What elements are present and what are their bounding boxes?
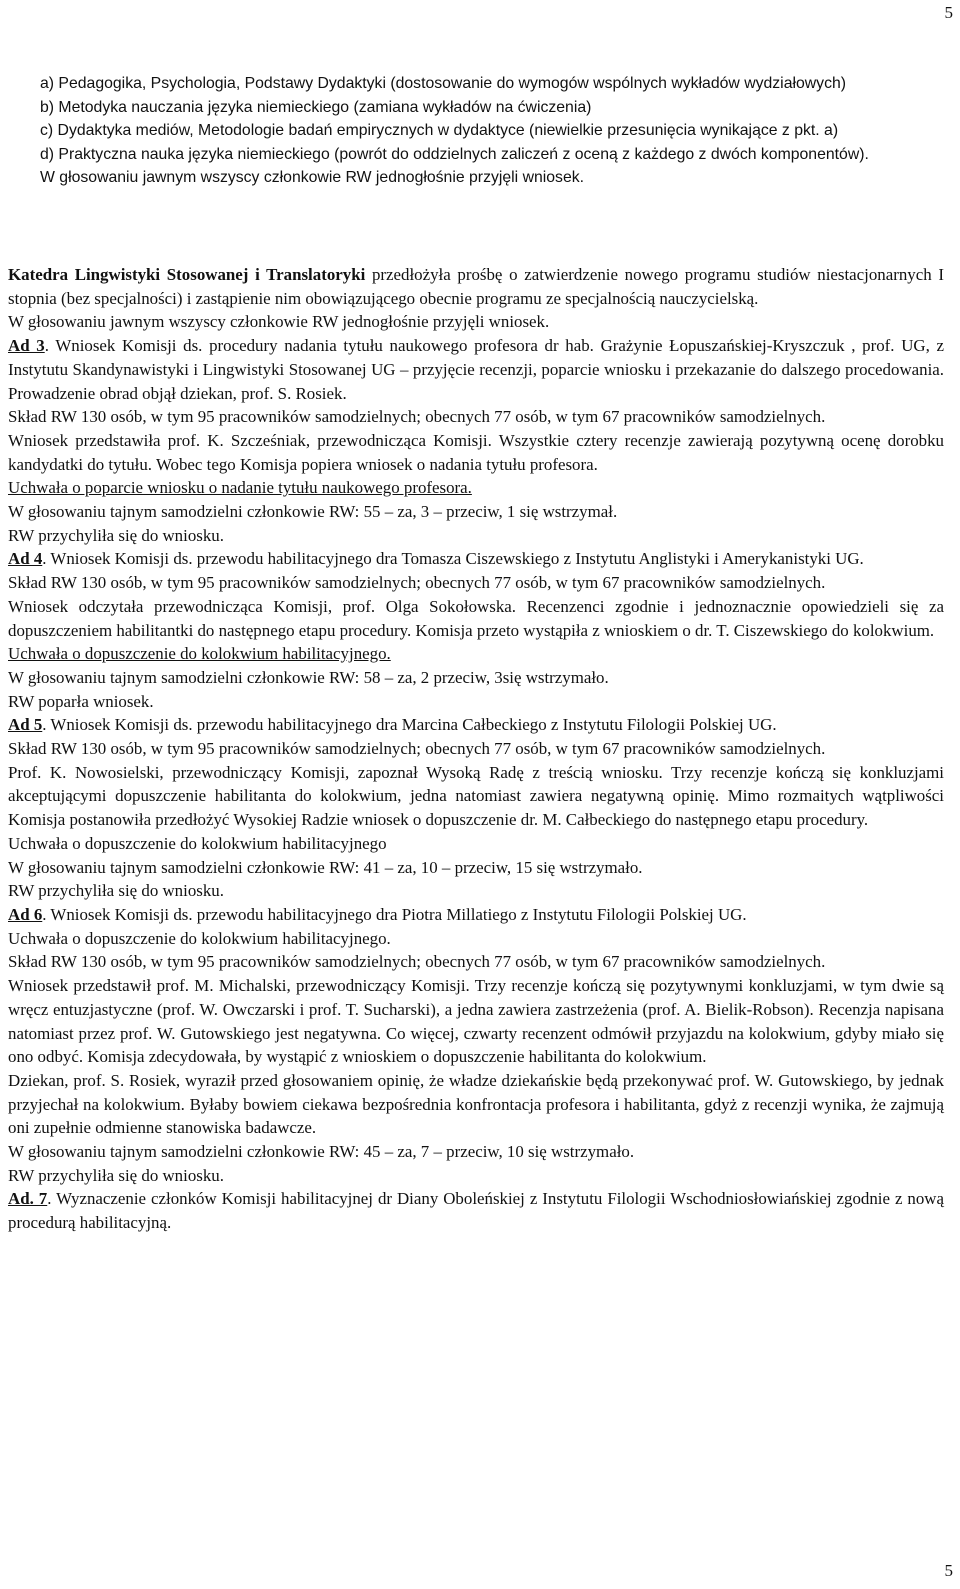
ad5-composition: Skład RW 130 osób, w tym 95 pracowników samodzielnych; obecnych 77 osób, w tym 67 pracowników samodzielnych. — [8, 739, 826, 759]
ad4-body: Wniosek odczytała przewodnicząca Komisji, prof. Olga Sokołowska. Recenzenci zgodnie i jednoznacznie opowiedzieli się za dopuszczeniem habilitantki do następnego etapu procedury. Komisja przeto wystąpiła z wnioskiem o dr. T. Ciszewskiego do kolokwium. — [8, 596, 944, 640]
ad3-resolution: Uchwała o poparcie wniosku o nadanie tytułu naukowego profesora. — [8, 478, 472, 498]
katedra-text: przedłożyła prośbę o zatwierdzenie nowego programu studiów niestacjonarnych I stopnia (bez specjalności) i zastąpienie nim obowiązującego obecnie programu ze specjalnością nauczycielską. — [8, 265, 944, 308]
vote-open: W głosowaniu jawnym wszyscy członkowie RW jednogłośnie przyjęli wniosek. — [8, 312, 550, 332]
ad4-outcome: RW poparła wniosek. — [8, 691, 154, 711]
ad3-text: . Wniosek Komisji ds. procedury nadania tytułu naukowego profesora dr hab. Grażynie Łopuszańskiej-Kryszczuk , prof. UG, z Instytutu Skandynawistyki i Lingwistyki Stosowanej UG – przyjęcie recenzji, poparcie wniosku i przekazanie do dalszego procedowania. Prowadzenie obrad objął dziekan, prof. S. Rosiek. — [8, 336, 944, 403]
ad6-vote: W głosowaniu tajnym samodzielni członkowie RW: 45 – za, 7 – przeciw, 10 się wstrzymało. — [8, 1142, 635, 1162]
ad4-label: Ad 4 — [8, 549, 43, 569]
ad5-outcome: RW przychyliła się do wniosku. — [8, 881, 224, 901]
ad4-composition: Skład RW 130 osób, w tym 95 pracowników samodzielnych; obecnych 77 osób, w tym 67 pracowników samodzielnych. — [8, 573, 826, 593]
ad7-label: Ad. 7 — [8, 1189, 48, 1209]
ad5-vote: W głosowaniu tajnym samodzielni członkowie RW: 41 – za, 10 – przeciw, 15 się wstrzymało. — [8, 857, 643, 877]
list-item-c: c) Dydaktyka mediów, Metodologie badań empirycznych w dydaktyce (niewielkie przesunięcia wynikające z pkt. a) — [40, 122, 839, 139]
ad7-text: . Wyznaczenie członków Komisji habilitacyjnej dr Diany Oboleńskiej z Instytutu Filologii Wschodniosłowiańskiej zgodnie z nową procedurą habilitacyjną. — [8, 1189, 944, 1233]
ad5-label: Ad 5 — [8, 715, 43, 735]
katedra-paragraph — [8, 263, 944, 310]
ad4-resolution: Uchwała o dopuszczenie do kolokwium habilitacyjnego. — [8, 644, 391, 664]
ad3-composition: Skład RW 130 osób, w tym 95 pracowników samodzielnych; obecnych 77 osób, w tym 67 pracowników samodzielnych. — [8, 407, 826, 427]
ad6-outcome: RW przychyliła się do wniosku. — [8, 1165, 224, 1185]
ad6-composition: Skład RW 130 osób, w tym 95 pracowników samodzielnych; obecnych 77 osób, w tym 67 pracowników samodzielnych. — [8, 952, 826, 972]
ad4-vote: W głosowaniu tajnym samodzielni członkowie RW: 58 – za, 2 przeciw, 3się wstrzymało. — [8, 667, 609, 687]
ad3-heading — [8, 334, 944, 405]
ad7-heading — [8, 1187, 944, 1234]
program-changes-list — [40, 72, 940, 190]
ad3-label: Ad 3 — [8, 336, 45, 356]
ad6-resolution: Uchwała o dopuszczenie do kolokwium habilitacyjnego. — [8, 928, 391, 948]
ad5-resolution: Uchwała o dopuszczenie do kolokwium habilitacyjnego — [8, 833, 387, 853]
katedra-name: Katedra Lingwistyki Stosowanej i Translatoryki — [8, 265, 366, 284]
ad6-body: Wniosek przedstawił prof. M. Michalski, przewodniczący Komisji. Trzy recenzje kończą się pozytywnymi konkluzjami, w tym dwie są wręcz entuzjastyczne (prof. W. Owczarski i prof. T. Sucharski), a jedna zawiera zastrzeżenia (prof. A. Bielik-Robson). Recenzja napisana natomiast przez prof. W. Gutowskiego jest negatywna. Co więcej, czwarty recenzent odmówił przyjazdu na kolokwium, gdyby miało się ono odbyć. Komisja zdecydowała, by wystąpić z wnioskiem o dopuszczenie habilitanta do kolokwium. — [8, 976, 944, 1067]
ad6-label: Ad 6 — [8, 904, 43, 924]
ad6-dean-opinion: Dziekan, prof. S. Rosiek, wyraził przed głosowaniem opinię, że władze dziekańskie będą przekonywać prof. W. Gutowskiego, by jednak przyjechał na kolokwium. Byłaby bowiem ciekawa bezpośrednia konfrontacja profesora i habilitanta, gdyż z recenzji wynika, że zajmują oni zupełnie odmienne stanowiska badawcze. — [8, 1070, 944, 1138]
list-item-d: d) Praktyczna nauka języka niemieckiego (powrót do oddzielnych zaliczeń z oceną z każdego z dwóch komponentów). — [40, 145, 869, 163]
ad3-body: Wniosek przedstawiła prof. K. Szcześniak, przewodnicząca Komisji. Wszystkie cztery recenzje zawierają pozytywną ocenę dorobku kandydatki do tytułu. Wobec tego Komisja popiera wniosek o nadania tytułu profesora. — [8, 430, 944, 474]
ad3-vote: W głosowaniu tajnym samodzielni członkowie RW: 55 – za, 3 – przeciw, 1 się wstrzymał. — [8, 502, 618, 522]
ad4-text: . Wniosek Komisji ds. przewodu habilitacyjnego dra Tomasza Ciszewskiego z Instytutu Anglistyki i Amerykanistyki UG. — [42, 549, 864, 569]
minutes-body — [8, 263, 944, 1235]
open-vote-result: W głosowaniu jawnym wszyscy członkowie RW jednogłośnie przyjęli wniosek. — [40, 169, 585, 186]
ad5-text: . Wniosek Komisji ds. przewodu habilitacyjnego dra Marcina Całbeckiego z Instytutu Filologii Polskiej UG. — [42, 715, 777, 735]
ad6-heading — [8, 903, 944, 927]
ad5-heading — [8, 713, 944, 737]
ad5-body: Prof. K. Nowosielski, przewodniczący Komisji, zapoznał Wysoką Radę z treścią wniosku. Trzy recenzje kończą się konkluzjami akceptującymi dopuszczenie habilitanta do kolokwium, jedna natomiast zawiera negatywną opinię. Mimo rozmaitych wątpliwości Komisja postanowiła przedłożyć Wysokiej Radzie wniosek o dopuszczenie dr. M. Całbeckiego do następnego etapu procedury. — [8, 762, 944, 830]
ad6-text: . Wniosek Komisji ds. przewodu habilitacyjnego dra Piotra Millatiego z Instytutu Filologii Polskiej UG. — [42, 904, 747, 924]
list-item-b: b) Metodyka nauczania języka niemieckiego (zamiana wykładów na ćwiczenia) — [40, 98, 592, 116]
page-number-top: 5 — [944, 3, 953, 22]
ad3-outcome: RW przychyliła się do wniosku. — [8, 525, 224, 545]
ad4-heading — [8, 547, 944, 571]
page-number-bottom: 5 — [944, 1561, 953, 1580]
list-item-a: a) Pedagogika, Psychologia, Podstawy Dydaktyki (dostosowanie do wymogów wspólnych wykładów wydziałowych) — [40, 75, 847, 92]
